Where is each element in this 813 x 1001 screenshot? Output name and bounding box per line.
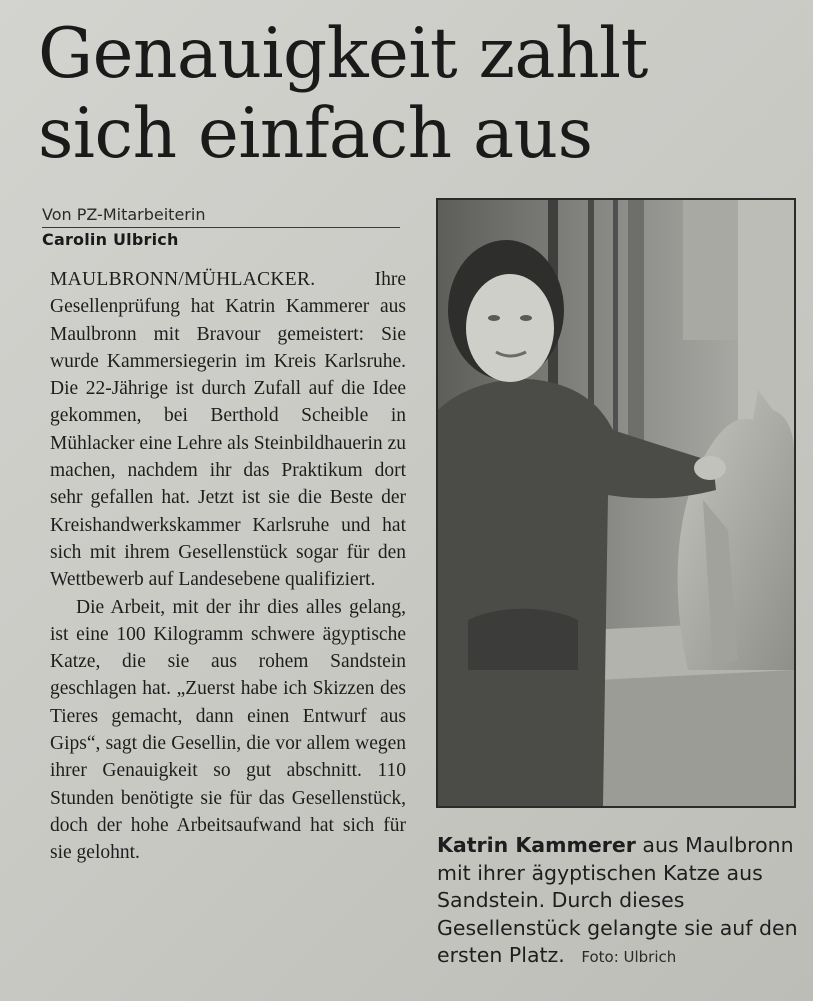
headline: [38, 14, 778, 174]
article-body: [50, 266, 406, 867]
byline: [42, 204, 400, 252]
paragraph-1-text: Ihre Gesellenprüfung hat Katrin Kammerer aus Maulbronn mit Bravour gemeistert: Sie wurde Kammersiegerin im Kreis Karlsruhe. Die 22-Jährige ist durch Zufall auf die Idee gekommen, bei Berthold Scheible in Mühlacker eine Lehre als Steinbildhauerin zu machen, nachdem ihr das Praktikum dort sehr gefallen hat. Jetzt ist sie die Beste der Kreishandwerkskammer Karlsruhe und hat sich mit ihrem Gesellenstück sogar für den Wettbewerb auf Landesebene qualifiziert.: [50, 269, 406, 591]
caption-name: Katrin Kammerer: [437, 833, 636, 857]
article-paragraph-2: Die Arbeit, mit der ihr dies alles gelang, ist eine 100 Kilogramm schwere ägyptische Katze, die sie aus rohem Sandstein geschlagen hat. „Zuerst habe ich Skizzen des Tieres gemacht, dann einen Entwurf aus Gips“, sagt die Gesellin, die vor allem wegen ihrer Genauigkeit so gut abschnitt. 110 Stunden benötigte sie für das Gesellenstück, doch der hohe Arbeitsaufwand hat sich für sie gelohnt.: [50, 596, 406, 864]
photo-illustration: [438, 200, 794, 806]
photo-credit: Foto: Ulbrich: [581, 948, 677, 966]
byline-author: Carolin Ulbrich: [42, 230, 179, 249]
photo-caption: [437, 832, 799, 972]
news-photo: [436, 198, 796, 808]
headline-line-2: sich einfach aus: [38, 94, 593, 174]
caption-text: aus Maulbronn mit ihrer ägyptischen Katze aus Sandstein. Durch dieses Gesellenstück gelangte sie auf den ersten Platz.: [437, 833, 798, 967]
dateline: MAULBRONN/MÜHLACKER.: [50, 269, 316, 290]
byline-prefix: Von PZ-Mitarbeiterin: [42, 204, 400, 228]
article-paragraph-1: [50, 266, 406, 594]
headline-line-1: Genauigkeit zahlt: [38, 14, 648, 94]
